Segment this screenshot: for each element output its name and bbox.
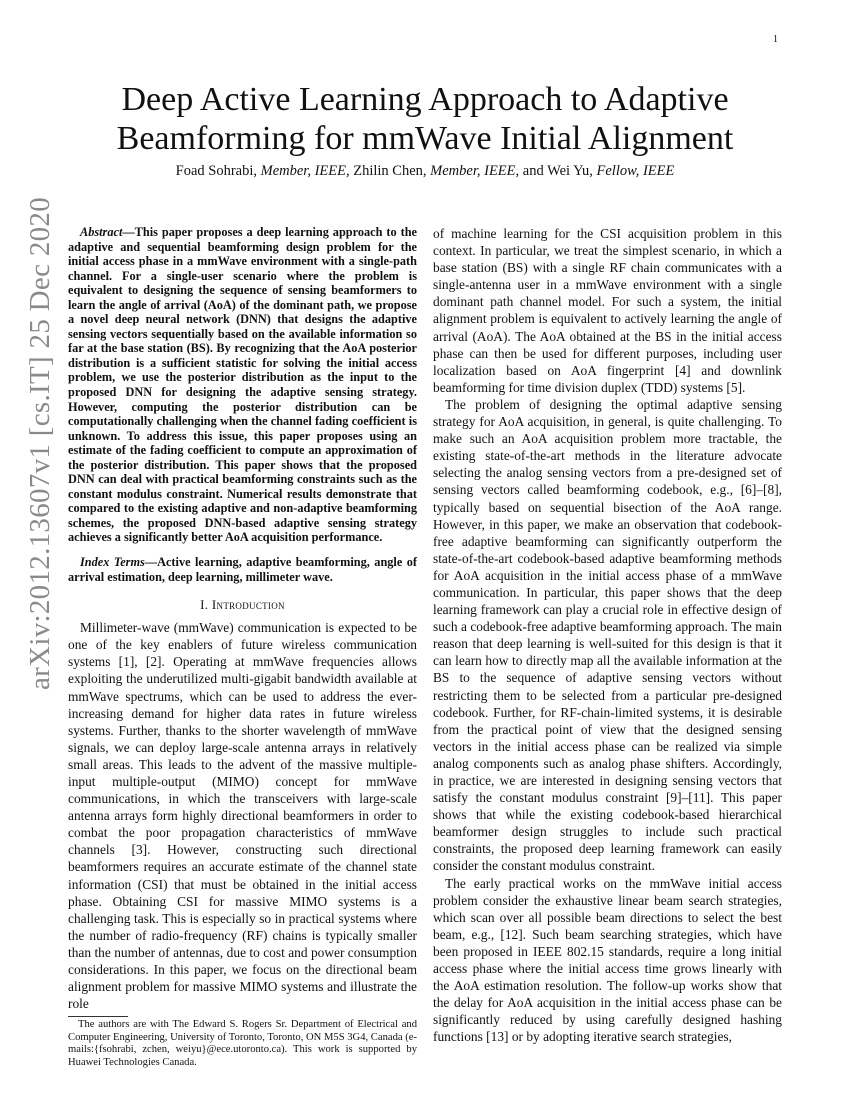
- page-number: 1: [773, 34, 778, 45]
- abstract-lead: Abstract: [80, 225, 123, 239]
- intro-paragraph: Millimeter-wave (mmWave) communication is expected to be one of the key enablers of future wireless communication systems [1], [2]. Operating at mmWave frequencies allows exploiting the underutilized multi-gigabit bandwidth available at mmWave spectrums, which can be used to address the ever-increasing demand for higher data rates in future wireless systems. Further, thanks to the shorter wavelength of mmWave signals, we can deploy large-scale antenna arrays in relatively small areas. This leads to the advent of the massive multiple-input multiple-output (MIMO) concept for mmWave communications, in which the transceivers with large-scale antenna arrays form highly directional beamformers in order to combat the poor propagation characteristics of mmWave channels [3]. However, constructing such directional beamformers requires an accurate estimate of the channel state information (CSI) that must be obtained in the initial access phase. Obtaining CSI for massive MIMO systems is a challenging task. This is especially so in practical systems where the number of radio-frequency (RF) chains is typically smaller than the number of antennas, due to cost and power consumption considerations. In this paper, we focus on the directional beam alignment problem for massive MIMO systems and illustrate the role: [68, 620, 417, 1012]
- left-column: [68, 225, 417, 1012]
- intro-paragraph-continued: of machine learning for the CSI acquisition problem in this context. In particular, we treat the simplest scenario, in which a base station (BS) with a single RF chain communicates with a single-antenna user in a mmWave environment with a single dominant path channel model. For such a system, the initial alignment problem is equivalent to actively learning the angle of arrival (AoA). The AoA obtained at the BS in the initial access phase can then be used for different purposes, including user localization based on AoA fingerprint [4] and downlink beamforming for time division duplex (TDD) systems [5].: [433, 226, 782, 395]
- intro-paragraph-3: The early practical works on the mmWave initial access problem consider the exhaustive linear beam search strategies, which scan over all possible beam directions to select the best beam, e.g., [12]. Such beam searching strategies, which have been proposed in IEEE 802.15 standards, require a long initial access phase where the initial access time grows linearly with the AoA estimation resolution. The follow-up works show that the delay for AoA acquisition in the initial access phase can be significantly reduced by using carefully designed hashing functions [13] or by adopting iterative search strategies,: [433, 875, 782, 1045]
- abstract: [68, 225, 417, 545]
- author-name: Zhilin Chen,: [349, 163, 431, 179]
- paper-title: Deep Active Learning Approach to Adaptive Beamforming for mmWave Initial Alignment: [116, 81, 734, 157]
- author-role: Fellow, IEEE: [596, 163, 675, 179]
- section-name: Introduction: [211, 597, 285, 613]
- abstract-text: —This paper proposes a deep learning approach to the adaptive and sequential beamforming design problem for the initial access phase in a mmWave environment with a single-path channel. For a single-user scenario where the problem is equivalent to designing the sequence of sensing beamformers to learn the angle of arrival (AoA) of the dominant path, we propose a novel deep neural network (DNN) that designs the adaptive sensing vectors sequentially based on the available information so far at the base station (BS). By recognizing that the AoA posterior distribution is a sufficient statistic for solving the initial access problem, we use the posterior distribution as the input to the proposed DNN for designing the adaptive sensing strategy. However, computing the posterior distribution can be computationally challenging when the channel fading coefficient is unknown. To address this issue, this paper proposes using an estimate of the fading coefficient to compute an approximation of the posterior distribution. This paper shows that the proposed DNN can deal with practical beamforming constraints such as the constant modulus constraint. Numerical results demonstrate that compared to the existing adaptive and non-adaptive beamforming schemes, the proposed DNN-based adaptive sensing strategy achieves a significantly better AoA acquisition performance.: [68, 225, 417, 545]
- footnote-rule: [68, 1016, 128, 1017]
- intro-paragraph-2: The problem of designing the optimal adaptive sensing strategy for AoA acquisition, in general, is quite challenging. To make such an AoA acquisition problem more tractable, the existing state-of-the-art methods in the literature advocate selecting the analog sensing vectors from a pre-designed set of sensing vectors called beamforming codebook, e.g., [6]–[8], typically based on sequential bisection of the AoA range. However, in this paper, we make an observation that codebook-free adaptive beamforming can significantly outperform the state-of-the-art codebook-based adaptive beamforming methods for AoA acquisition in the initial access phase of a mmWave communication. In particular, this paper shows that the deep learning framework can play a crucial role in effective design of such a codebook-free adaptive beamforming approach. The main reason that deep learning is well-suited for this design is that it can learn how to directly map all the available information at the BS to the sequence of adaptive sensing vectors without restricting them to be selected from a particular pre-designed codebook. Further, for RF-chain-limited systems, it is desirable from the practical point of view that the designed sensing vectors in the initial access phase can be realized via simple analog components such as analog phase shifters. Accordingly, in practice, we are interested in designing sensing vectors that satisfy the constant modulus constraint [9]–[11]. This paper shows that while the existing codebook-based hierarchical beamformer design struggles to include such practical constraints, the proposed deep learning framework can easily consider the constant modulus constraint.: [433, 396, 782, 874]
- section-numeral: I.: [200, 597, 212, 613]
- index-terms-text: —Active learning, adaptive beamforming, angle of arrival estimation, deep learning, millimeter wave.: [68, 555, 417, 584]
- author-role: Member, IEEE,: [430, 163, 520, 179]
- author-role: Member, IEEE,: [260, 163, 350, 179]
- author-name: and Wei Yu,: [519, 163, 597, 179]
- index-terms-lead: Index Terms: [80, 555, 145, 570]
- footnote: The authors are with The Edward S. Rogers Sr. Department of Electrical and Computer Engineering, University of Toronto, Toronto, ON M5S 3G4, Canada (e-mails:{fsohrabi, zchen, weiyu}@ece.utoronto.ca). This work is supported by Huawei Technologies Canada.: [68, 1019, 417, 1068]
- author-line: [60, 163, 790, 180]
- index-terms: [68, 555, 417, 584]
- right-column: [433, 225, 782, 1046]
- arxiv-stamp: arXiv:2012.13607v1 [cs.IT] 25 Dec 2020: [24, 196, 56, 690]
- author-name: Foad Sohrabi,: [175, 163, 261, 179]
- section-heading: [68, 596, 417, 613]
